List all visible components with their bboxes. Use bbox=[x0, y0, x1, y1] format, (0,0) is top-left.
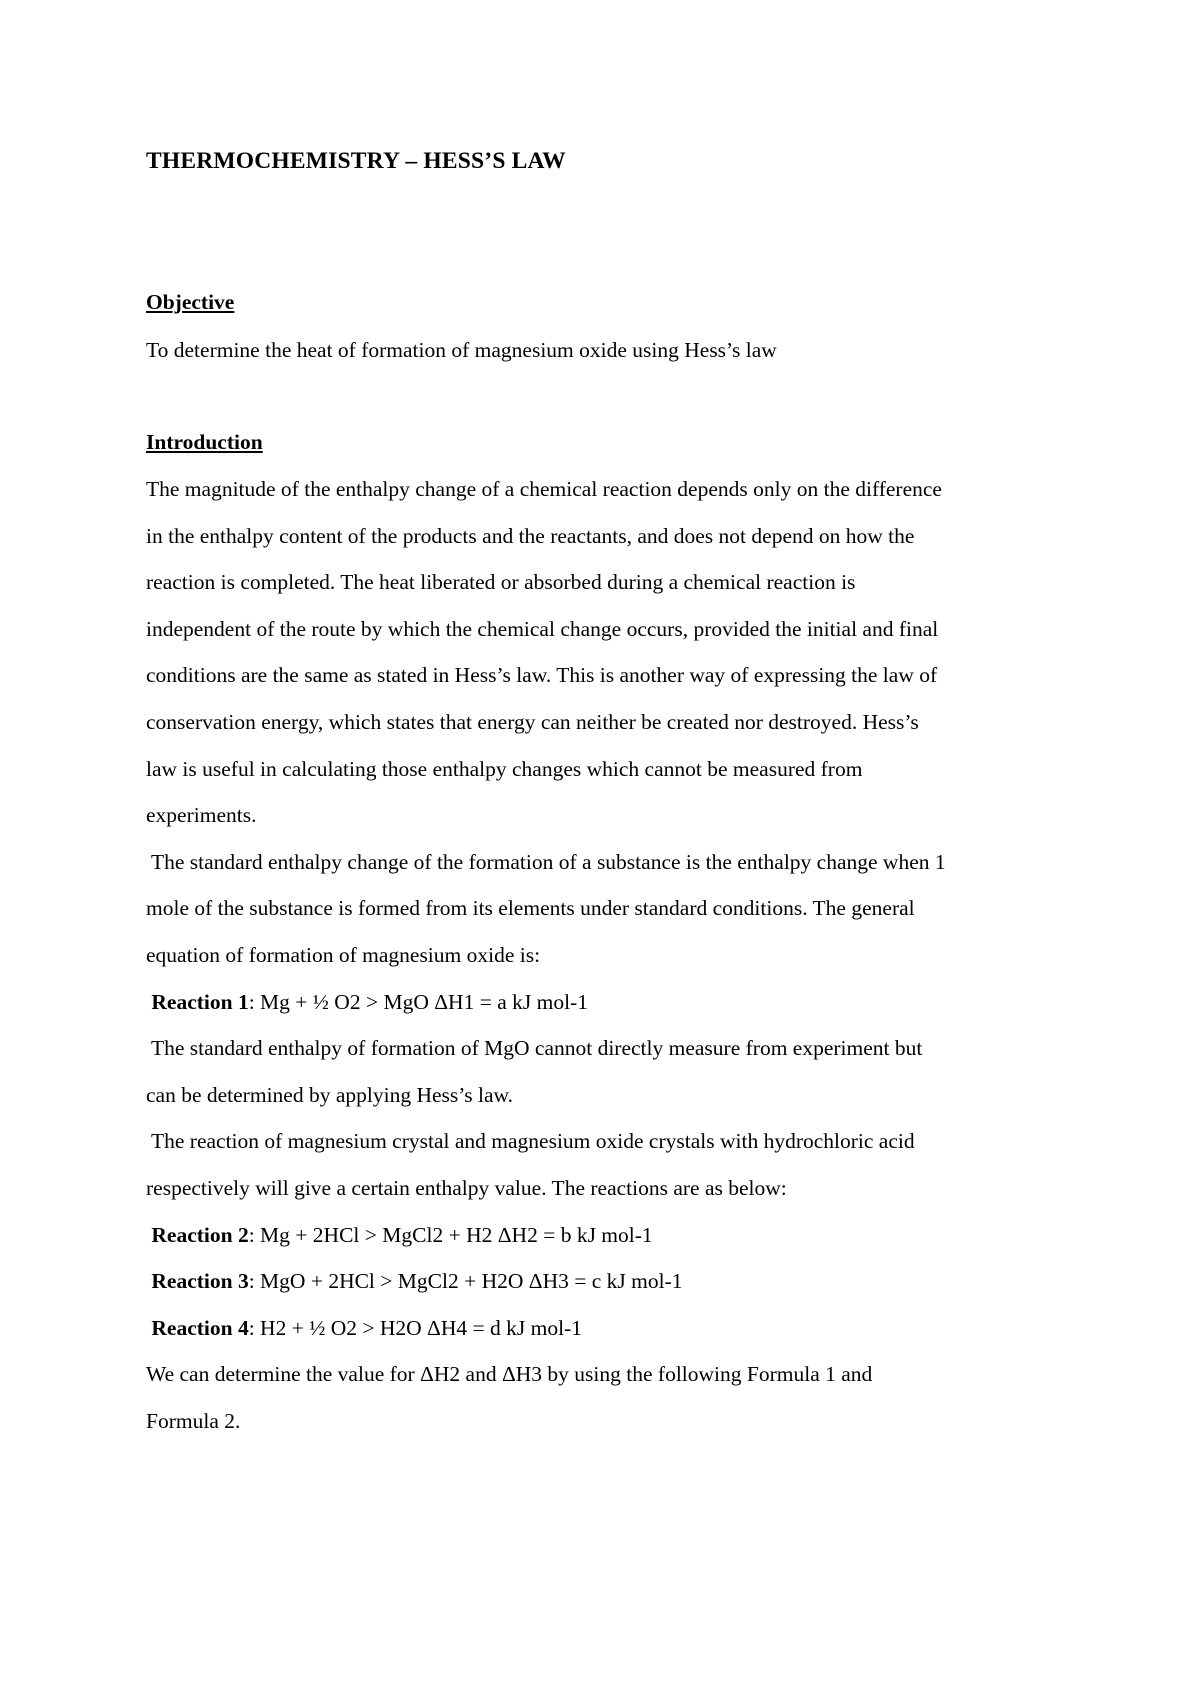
reaction-3-equation: : MgO + 2HCl > MgCl2 + H2O ΔH3 = c kJ mol-1 bbox=[248, 1269, 683, 1294]
introduction-body bbox=[146, 466, 1066, 1444]
reaction-4-label: Reaction 4 bbox=[146, 1315, 249, 1340]
paragraph-line: respectively will give a certain enthalpy value. The reactions are as below: bbox=[146, 1175, 787, 1200]
reaction-1-line bbox=[146, 979, 1066, 1026]
objective-heading: Objective bbox=[146, 290, 235, 314]
paragraph-line: equation of formation of magnesium oxide is: bbox=[146, 942, 541, 967]
reaction-1-equation: : Mg + ½ O2 > MgO ΔH1 = a kJ mol-1 bbox=[248, 989, 588, 1014]
reaction-2-label: Reaction 2 bbox=[146, 1222, 249, 1247]
reaction-2-equation: : Mg + 2HCl > MgCl2 + H2 ΔH2 = b kJ mol-1 bbox=[248, 1222, 653, 1247]
paragraph-line: independent of the route by which the chemical change occurs, provided the initial and final bbox=[146, 616, 939, 641]
paragraph-line: The magnitude of the enthalpy change of a chemical reaction depends only on the difference bbox=[146, 477, 942, 501]
paragraph-line: mole of the substance is formed from its elements under standard conditions. The general bbox=[146, 896, 915, 921]
paragraph-line: law is useful in calculating those enthalpy changes which cannot be measured from bbox=[146, 756, 863, 781]
reaction-1-label: Reaction 1 bbox=[146, 989, 249, 1014]
objective-text bbox=[146, 327, 1066, 374]
paragraph-line: can be determined by applying Hess’s law. bbox=[146, 1082, 513, 1107]
objective-line: To determine the heat of formation of magnesium oxide using Hess’s law bbox=[146, 338, 777, 362]
paragraph-line: Formula 2. bbox=[146, 1408, 241, 1433]
paragraph-line: in the enthalpy content of the products and the reactants, and does not depend on how the bbox=[146, 523, 915, 548]
reaction-2-line bbox=[146, 1212, 1066, 1259]
paragraph-line: conditions are the same as stated in Hess’s law. This is another way of expressing the law of bbox=[146, 663, 938, 688]
paragraph-line: experiments. bbox=[146, 803, 257, 828]
paragraph-line: The standard enthalpy change of the formation of a substance is the enthalpy change when 1 bbox=[146, 849, 946, 874]
introduction-heading: Introduction bbox=[146, 430, 263, 454]
paragraph-line: conservation energy, which states that energy can neither be created nor destroyed. Hess’s bbox=[146, 709, 919, 734]
reaction-4-equation: : H2 + ½ O2 > H2O ΔH4 = d kJ mol-1 bbox=[248, 1315, 582, 1340]
document-title: THERMOCHEMISTRY – HESS’S LAW bbox=[146, 148, 566, 174]
paragraph-line: We can determine the value for ΔH2 and ΔH3 by using the following Formula 1 and bbox=[146, 1362, 873, 1387]
paragraph-line: The standard enthalpy of formation of MgO cannot directly measure from experiment but bbox=[146, 1036, 923, 1061]
reaction-3-line bbox=[146, 1258, 1066, 1305]
paragraph-line: The reaction of magnesium crystal and magnesium oxide crystals with hydrochloric acid bbox=[146, 1129, 915, 1154]
reaction-4-line bbox=[146, 1305, 1066, 1352]
paragraph-line: reaction is completed. The heat liberated or absorbed during a chemical reaction is bbox=[146, 570, 856, 595]
reaction-3-label: Reaction 3 bbox=[146, 1269, 249, 1294]
